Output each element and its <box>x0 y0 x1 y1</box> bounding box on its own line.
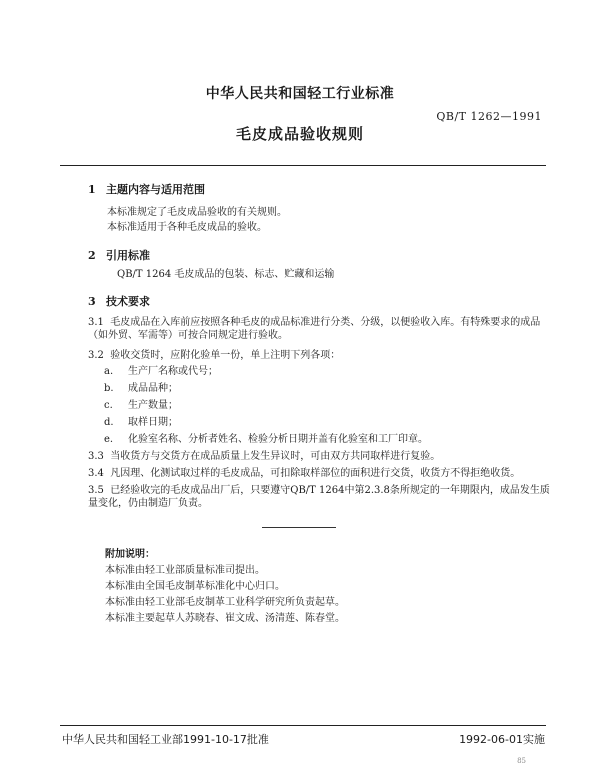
item-label: e. <box>104 434 114 445</box>
referenced-standard: QB/T 1264 毛皮成品的包装、标志、贮藏和运输 <box>117 269 335 280</box>
item-label: a. <box>104 366 114 377</box>
clause-3-5 <box>88 484 558 510</box>
clause-3-3 <box>88 450 440 463</box>
section-1-heading <box>88 181 205 197</box>
clause-text: 验收交货时，应附化验单一份，单上注明下列各项： <box>110 350 341 361</box>
notes-line: 本标准由全国毛皮制革标准化中心归口。 <box>105 581 285 592</box>
item-text: 化验室名称、分析者姓名、检验分析日期并盖有化验室和工厂印章。 <box>128 434 428 445</box>
notes-line: 本标准由轻工业部毛皮制革工业科学研究所负责起草。 <box>105 597 345 608</box>
item-text: 取样日期； <box>128 417 178 428</box>
clause-3-2 <box>88 349 340 362</box>
clause-text: 毛皮成品在入库前应按照各种毛皮的成品标准进行分类、分级，以便验收入库。有特殊要求的成品（如外贸、军需等）可按合同规定进行验收。 <box>88 317 541 341</box>
clause-3-4 <box>88 467 520 480</box>
section-number: 3 <box>88 295 96 308</box>
clause-number: 3.2 <box>88 350 104 361</box>
section-title: 技术要求 <box>106 295 150 308</box>
section-title: 主题内容与适用范围 <box>106 183 205 196</box>
clause-number: 3.5 <box>88 485 104 496</box>
section-3-heading <box>88 293 150 309</box>
clause-3-1 <box>88 316 558 342</box>
standard-code: QB/T 1262—1991 <box>436 110 542 123</box>
clause-number: 3.1 <box>88 317 104 328</box>
item-text: 生产厂名称或代号； <box>128 366 218 377</box>
section-1-line: 本标准适用于各种毛皮成品的验收。 <box>107 222 267 233</box>
issuer-title: 中华人民共和国轻工行业标准 <box>205 86 395 102</box>
clause-text: 当收货方与交货方在成品质量上发生异议时，可由双方共同取样进行复验。 <box>110 451 441 462</box>
section-number: 1 <box>88 183 96 196</box>
item-label: c. <box>104 400 113 411</box>
footer-divider <box>60 725 546 726</box>
clause-text: 凡因理、化测试取过样的毛皮成品，可扣除取样部位的面积进行交货，收货方不得拒绝收货。 <box>110 468 521 479</box>
list-item <box>104 399 178 412</box>
document-title: 毛皮成品验收规则 <box>235 125 364 143</box>
section-1-line: 本标准规定了毛皮成品验收的有关规则。 <box>107 207 287 218</box>
notes-line: 本标准由轻工业部质量标准司提出。 <box>105 565 265 576</box>
list-item <box>104 382 178 395</box>
page-number: 85 <box>517 757 526 765</box>
effective-date: 1992-06-01实施 <box>459 733 545 746</box>
section-number: 2 <box>88 249 96 262</box>
approval-line: 中华人民共和国轻工业部1991-10-17批准 <box>62 733 269 746</box>
item-label: d. <box>104 417 114 428</box>
item-label: b. <box>104 383 114 394</box>
item-text: 成品品种； <box>128 383 178 394</box>
list-item <box>104 416 178 429</box>
notes-heading: 附加说明： <box>105 549 155 560</box>
clause-number: 3.4 <box>88 468 104 479</box>
list-item <box>104 433 428 446</box>
clause-number: 3.3 <box>88 451 104 462</box>
clause-text: 已经验收完的毛皮成品出厂后，只要遵守QB/T 1264中第2.3.8条所规定的一年期限内，成品发生质量变化，仍由制造厂负责。 <box>88 485 550 509</box>
header-divider <box>60 165 546 166</box>
notes-line: 本标准主要起草人苏晓春、崔文成、汤清莲、陈春堂。 <box>105 613 345 624</box>
section-title: 引用标准 <box>106 249 150 262</box>
end-divider <box>262 527 336 528</box>
list-item <box>104 365 218 378</box>
item-text: 生产数量； <box>128 400 178 411</box>
section-2-heading <box>88 247 150 263</box>
